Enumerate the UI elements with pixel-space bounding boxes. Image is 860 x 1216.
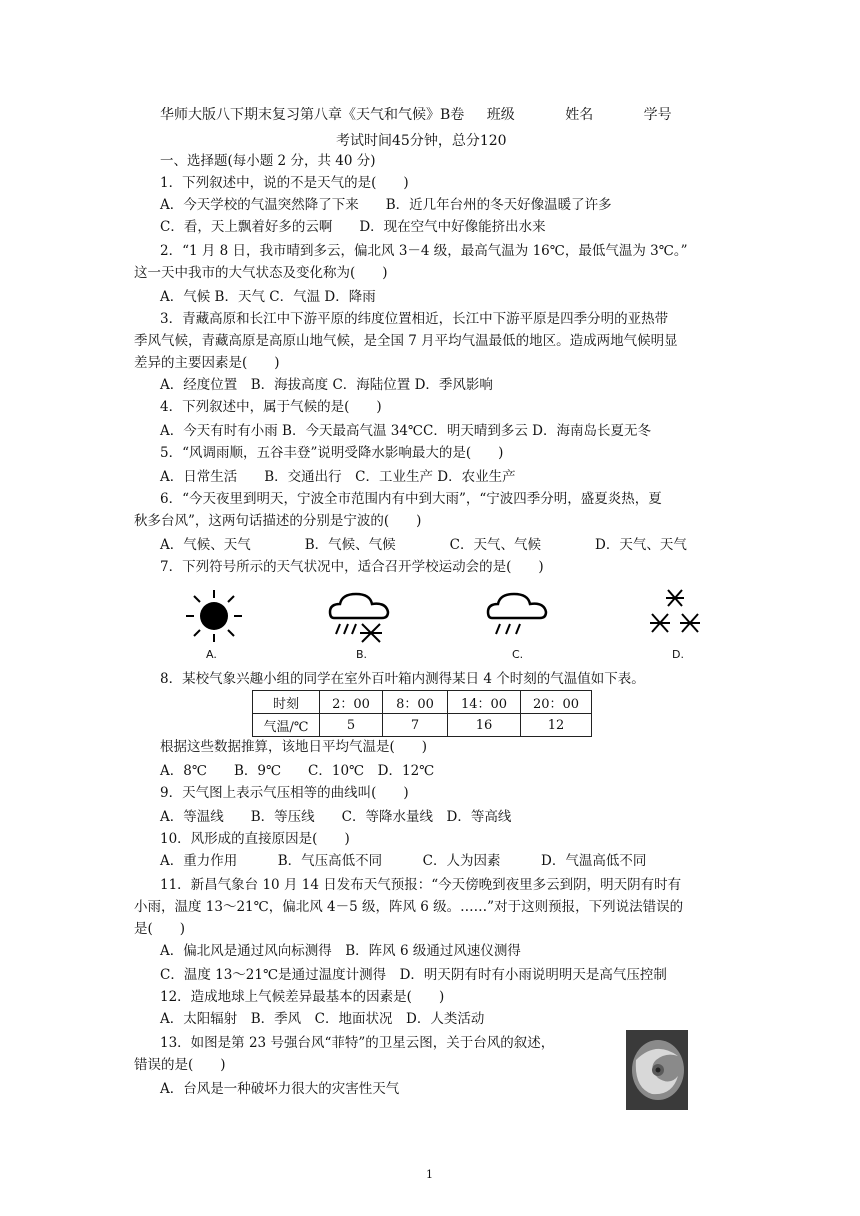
q5-options: A．日常生活 B．交通出行 C．工业生产 D．农业生产 (160, 469, 516, 485)
q13-option-a: A．台风是一种破坏力很大的灾害性天气 (160, 1081, 400, 1097)
document-title (160, 104, 672, 124)
table-cell: 5 (320, 714, 383, 737)
class-label: 班级 (486, 107, 515, 123)
temperature-table (252, 690, 592, 737)
typhoon-satellite-image (626, 1030, 688, 1110)
q3-line3: 差异的主要因素是( ) (134, 355, 280, 371)
rain-icon (484, 590, 554, 638)
table-header-time: 时刻 (253, 691, 320, 714)
name-label: 姓名 (565, 107, 594, 123)
q13-line2: 错误的是( ) (134, 1057, 226, 1073)
table-header-temp: 气温/℃ (253, 714, 320, 737)
q3-line1: 3．青藏高原和长江中下游平原的纬度位置相近，长江中下游平原是四季分明的亚热带 (160, 311, 669, 327)
snow-icon (646, 588, 704, 640)
exam-subtitle: 考试时间45分钟，总分120 (336, 133, 507, 149)
q6-line2: 秋多台风”，这两句话描述的分别是宁波的( ) (134, 513, 422, 529)
q10-options: A．重力作用 B．气压高低不同 C．人为因素 D．气温高低不同 (160, 853, 647, 869)
section-heading: 一、选择题(每小题 2 分，共 40 分) (160, 153, 376, 169)
q1-options-ab: A．今天学校的气温突然降了下来 B．近几年台州的冬天好像温暖了许多 (160, 197, 612, 213)
q1-options-cd: C．看，天上飘着好多的云啊 D．现在空气中好像能挤出水来 (160, 219, 546, 235)
q8-stem: 8．某校气象兴趣小组的同学在室外百叶箱内测得某日 4 个时刻的气温值如下表。 (160, 671, 645, 687)
table-cell: 16 (448, 714, 521, 737)
q9-options: A．等温线 B．等压线 C．等降水量线 D．等高线 (160, 809, 512, 825)
q12-options: A．太阳辐射 B．季风 C．地面状况 D．人类活动 (160, 1011, 485, 1027)
q5-stem: 5．“风调雨顺，五谷丰登”说明受降水影响最大的是( ) (160, 445, 504, 461)
q8-options: A．8℃ B．9℃ C．10℃ D．12℃ (160, 763, 435, 779)
q10-stem: 10．风形成的直接原因是( ) (160, 831, 350, 847)
q11-line3: 是( ) (134, 921, 186, 937)
symbol-label-d: D. (672, 648, 684, 661)
sunny-icon (180, 588, 248, 644)
symbol-label-a: A. (206, 648, 217, 661)
q2-line1: 2．“1 月 8 日，我市晴到多云，偏北风 3－4 级，最高气温为 16℃，最低气温为 3℃。” (160, 243, 688, 259)
q2-options: A．气候 B．天气 C．气温 D．降雨 (160, 289, 376, 305)
q12-stem: 12．造成地球上气候差异最基本的因素是( ) (160, 989, 445, 1005)
rain-and-snow-icon (326, 590, 396, 644)
number-label: 学号 (643, 107, 672, 123)
q4-options: A．今天有时有小雨 B．今天最高气温 34℃C．明天晴到多云 D．海南岛长夏无冬 (160, 423, 651, 439)
q3-options: A．经度位置 B．海拔高度 C．海陆位置 D．季风影响 (160, 377, 493, 393)
table-cell: 14：00 (448, 691, 521, 714)
q3-line2: 季风气候，青藏高原是高原山地气候，是全国 7 月平均气温最低的地区。造成两地气候明显 (134, 333, 678, 349)
q2-line2: 这一天中我市的大气状态及变化称为( ) (134, 265, 388, 281)
table-cell: 2：00 (320, 691, 383, 714)
symbol-label-b: B. (356, 648, 368, 661)
q6-line1: 6．“今天夜里到明天，宁波全市范围内有中到大雨”，“宁波四季分明，盛夏炎热，夏 (160, 491, 662, 507)
q11-options-cd: C．温度 13～21℃是通过温度计测得 D．明天阴有时有小雨说明明天是高气压控制 (160, 967, 667, 983)
page-number: 1 (426, 1168, 433, 1181)
q7-stem: 7．下列符号所示的天气状况中，适合召开学校运动会的是( ) (160, 559, 544, 575)
table-cell: 8：00 (383, 691, 448, 714)
table-cell: 20：00 (521, 691, 592, 714)
symbol-label-c: C. (512, 648, 524, 661)
q9-stem: 9．天气图上表示气压相等的曲线叫( ) (160, 785, 409, 801)
q13-line1: 13．如图是第 23 号强台风“菲特”的卫星云图，关于台风的叙述， (160, 1035, 555, 1051)
title-text: 华师大版八下期末复习第八章《天气和气候》B卷 (160, 107, 465, 123)
table-cell: 7 (383, 714, 448, 737)
q11-options-ab: A．偏北风是通过风向标测得 B．阵风 6 级通过风速仪测得 (160, 943, 521, 959)
q1-stem: 1．下列叙述中，说的不是天气的是( ) (160, 175, 409, 191)
table-cell: 12 (521, 714, 592, 737)
q11-line2: 小雨，温度 13～21℃，偏北风 4－5 级，阵风 6 级。……”对于这则预报，下列说法错误的 (134, 899, 684, 915)
q4-stem: 4．下列叙述中，属于气候的是( ) (160, 399, 382, 415)
q6-options: A．气候、天气 B．气候、气候 C．天气、气候 D．天气、天气 (160, 537, 687, 553)
q11-line1: 11．新昌气象台 10 月 14 日发布天气预报：“今天傍晚到夜里多云到阴，明天阴有时有 (160, 877, 682, 893)
q8-after: 根据这些数据推算，该地日平均气温是( ) (160, 739, 428, 755)
